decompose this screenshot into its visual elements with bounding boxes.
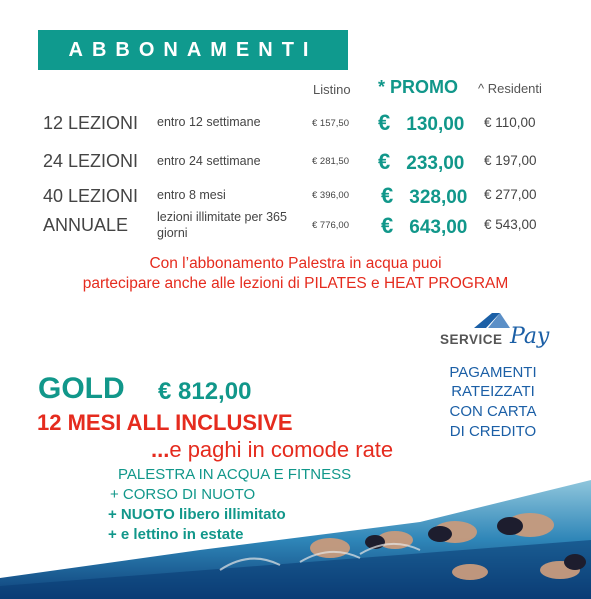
row-listino: € 776,00 bbox=[312, 220, 349, 231]
note-line-1: Con l’abbonamento Palestra in acqua puoi bbox=[149, 255, 442, 272]
row-name: 40 LEZIONI bbox=[43, 186, 139, 206]
service-pay-logo-pay: Pay bbox=[510, 324, 550, 349]
row-promo-value: 130,00 bbox=[406, 114, 465, 135]
pay-line: DI CREDITO bbox=[449, 423, 537, 440]
row-desc: entro 8 mesi bbox=[157, 188, 226, 202]
gold-feature: PALESTRA IN ACQUA E FITNESS bbox=[118, 466, 352, 483]
column-header-promo: * PROMO bbox=[378, 77, 459, 97]
gold-feature: + NUOTO libero illimitato bbox=[108, 506, 286, 523]
pool-swimmers-photo bbox=[0, 470, 591, 599]
row-promo bbox=[381, 183, 467, 209]
row-desc: entro 12 settimane bbox=[157, 115, 261, 129]
row-desc-continued: giorni bbox=[157, 226, 188, 240]
title-banner bbox=[38, 30, 348, 70]
pay-line: PAGAMENTI bbox=[449, 364, 537, 381]
gold-all-inclusive: 12 MESI ALL INCLUSIVE bbox=[37, 410, 293, 435]
pay-line: RATEIZZATI bbox=[451, 383, 535, 400]
row-name: ANNUALE bbox=[43, 215, 129, 235]
row-name: 24 LEZIONI bbox=[43, 151, 139, 171]
gold-price: € 812,00 bbox=[158, 378, 252, 405]
row-promo-value: 328,00 bbox=[409, 187, 468, 208]
row-listino: € 396,00 bbox=[312, 190, 349, 201]
service-pay-logo bbox=[440, 310, 550, 360]
gold-feature: + e lettino in estate bbox=[108, 526, 244, 543]
row-desc: entro 24 settimane bbox=[157, 154, 261, 168]
row-promo-value: 233,00 bbox=[406, 153, 465, 174]
row-residenti: € 543,00 bbox=[484, 217, 537, 232]
row-promo bbox=[378, 110, 464, 136]
euro-sign: € bbox=[378, 149, 391, 174]
euro-sign: € bbox=[381, 213, 394, 238]
row-desc: lezioni illimitate per 365 bbox=[157, 210, 287, 224]
gold-label: GOLD bbox=[38, 372, 125, 405]
row-residenti: € 277,00 bbox=[484, 187, 537, 202]
euro-sign: € bbox=[378, 110, 391, 135]
row-promo-value: 643,00 bbox=[409, 217, 468, 238]
gold-rate bbox=[151, 437, 393, 463]
column-header-residenti: ^ Residenti bbox=[478, 81, 542, 96]
euro-sign: € bbox=[381, 183, 394, 208]
row-listino: € 157,50 bbox=[312, 118, 349, 129]
rate-prefix: ... bbox=[151, 437, 170, 462]
pay-line: CON CARTA bbox=[449, 403, 537, 420]
column-header-listino: Listino bbox=[313, 82, 351, 97]
rate-text: e paghi in comode rate bbox=[169, 437, 394, 462]
row-residenti: € 110,00 bbox=[484, 115, 536, 130]
service-pay-logo-service: SERVICE bbox=[440, 332, 503, 347]
note-line-2: partecipare anche alle lezioni di PILATES e HEAT PROGRAM bbox=[82, 275, 509, 292]
row-name: 12 LEZIONI bbox=[43, 113, 139, 133]
gold-feature: + CORSO DI NUOTO bbox=[110, 486, 256, 503]
page-title: ABBONAMENTI bbox=[68, 38, 318, 61]
row-listino: € 281,50 bbox=[312, 156, 349, 167]
row-residenti: € 197,00 bbox=[484, 153, 537, 168]
row-promo bbox=[381, 213, 467, 239]
row-promo bbox=[378, 149, 464, 175]
